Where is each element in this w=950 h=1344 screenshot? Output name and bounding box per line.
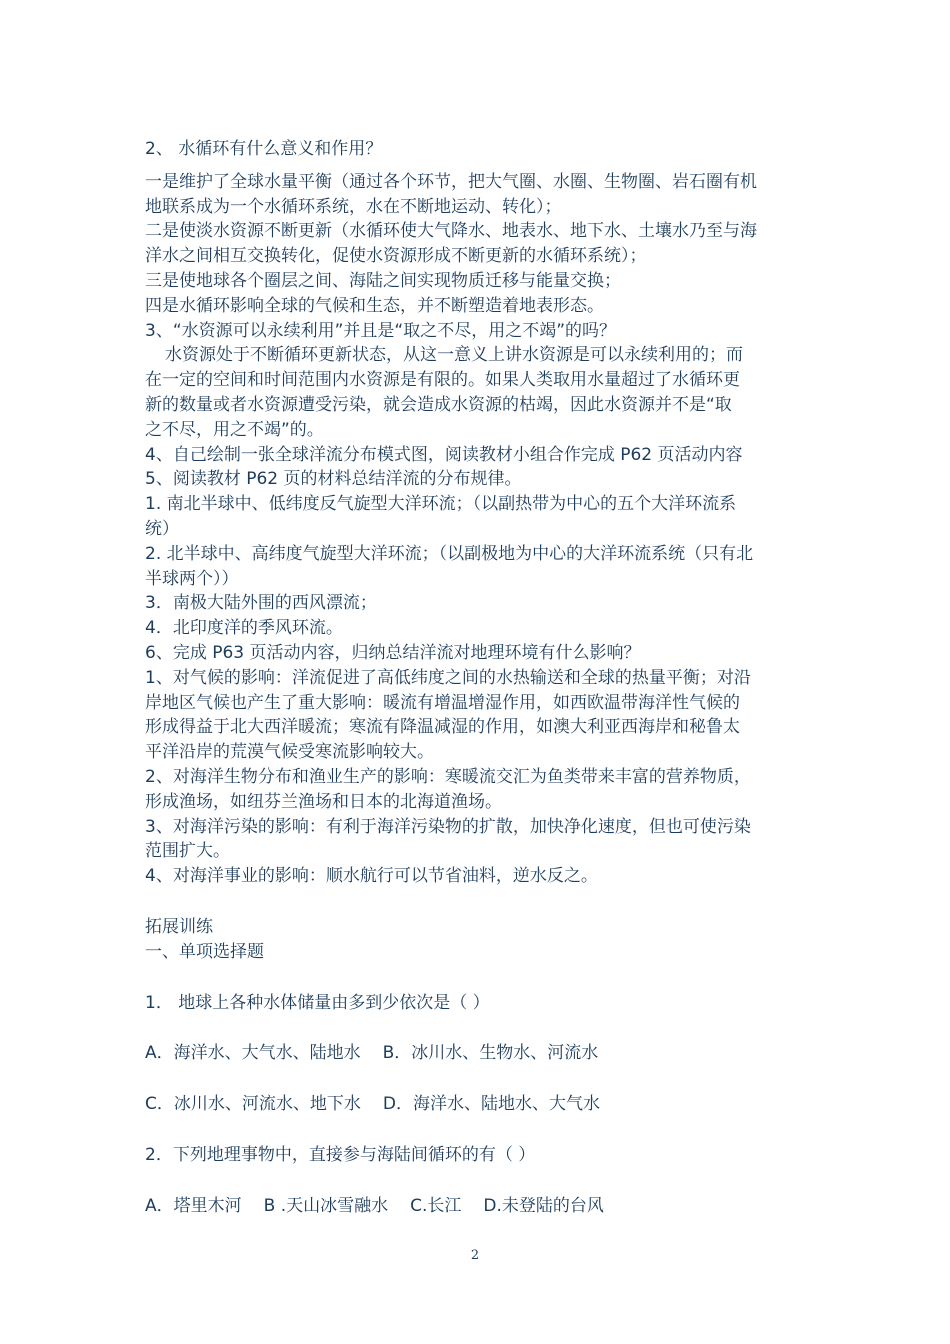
q6-line: 平洋沿岸的荒漠气候受寒流影响较大。 <box>145 742 434 763</box>
option-b: B .天山冰雪融水 <box>263 1195 389 1216</box>
q2-answer <box>145 170 810 319</box>
option-a: A．塔里木河 <box>145 1195 242 1216</box>
extension-heading: 拓展训练 <box>145 916 213 937</box>
q6-line: 4、对海洋事业的影响：顺水航行可以节省油料，逆水反之。 <box>145 866 598 887</box>
q6-line: 岸地区气候也产生了重大影响：暖流有增温增湿作用，如西欧温带海洋性气候的 <box>145 692 740 713</box>
q5-answer <box>145 492 810 641</box>
q3-line: 在一定的空间和时间范围内水资源是有限的。如果人类取用水量超过了水循环更 <box>145 370 740 391</box>
q6-line: 1、对气候的影响：洋流促进了高低纬度之间的水热输送和全球的热量平衡；对沿 <box>145 667 751 688</box>
q6-answer <box>145 666 810 889</box>
q4-title: 4、自己绘制一张全球洋流分布模式图，阅读教材小组合作完成 P62 页活动内容 <box>145 444 743 465</box>
extension-subheading: 一、单项选择题 <box>145 941 264 962</box>
q2-line: 二是使淡水资源不断更新（水循环使大气降水、地表水、地下水、土壤水乃至与海 <box>145 221 757 242</box>
q5-line: 1. 南北半球中、低纬度反气旋型大洋环流；（以副热带为中心的五个大洋环流系 <box>145 494 737 515</box>
question-1-options-row-2 <box>145 1092 810 1117</box>
q5-line: 半球两个）） <box>145 568 239 589</box>
q5-line: 2. 北半球中、高纬度气旋型大洋环流；（以副极地为中心的大洋环流系统（只有北 <box>145 543 754 564</box>
q3-title: 3、“水资源可以永续利用”并且是“取之不尽，用之不竭”的吗？ <box>145 320 617 341</box>
q3-line: 新的数量或者水资源遭受污染，就会造成水资源的枯竭，因此水资源并不是“取 <box>145 394 732 415</box>
option-b: B．冰川水、生物水、河流水 <box>382 1043 599 1064</box>
option-c: C．冰川水、河流水、地下水 <box>145 1094 361 1115</box>
q3-line: 之不尽，用之不竭”的。 <box>145 419 324 440</box>
question-1-options-row-1 <box>145 1041 810 1066</box>
q2-line: 一是维护了全球水量平衡（通过各个环节，把大气圈、水圈、生物圈、岩石圈有机 <box>145 171 757 192</box>
question-2-options <box>145 1194 810 1219</box>
q2-line: 洋水之间相互交换转化，促使水资源形成不断更新的水循环系统）； <box>145 246 647 267</box>
option-d: D．海洋水、陆地水、大气水 <box>382 1094 600 1115</box>
option-c: C.长江 <box>410 1195 462 1216</box>
q2-line: 三是使地球各个圈层之间、海陆之间实现物质迁移与能量交换； <box>145 270 621 291</box>
q5-line: 3．南极大陆外围的西风漂流； <box>145 593 377 614</box>
question-2-stem: 2．下列地理事物中，直接参与海陆间循环的有（ ） <box>145 1144 536 1165</box>
q5-title: 5、阅读教材 P62 页的材料总结洋流的分布规律。 <box>145 469 522 490</box>
q6-line: 形成渔场，如纽芬兰渔场和日本的北海道渔场。 <box>145 791 502 812</box>
option-a: A．海洋水、大气水、陆地水 <box>145 1043 361 1064</box>
q5-line: 统） <box>145 518 179 539</box>
q3-answer <box>145 343 810 442</box>
option-d: D.未登陆的台风 <box>483 1195 604 1216</box>
q6-line: 形成得益于北大西洋暖流；寒流有降温减湿的作用，如澳大利亚西海岸和秘鲁太 <box>145 717 740 738</box>
q2-title: 2、 水循环有什么意义和作用？ <box>145 139 383 159</box>
q2-line: 地联系成为一个水循环系统，水在不断地运动、转化）； <box>145 196 562 217</box>
q6-title: 6、完成 P63 页活动内容，归纳总结洋流对地理环境有什么影响？ <box>145 642 641 663</box>
page-content <box>145 137 810 1218</box>
q6-line: 2、对海洋生物分布和渔业生产的影响：寒暖流交汇为鱼类带来丰富的营养物质， <box>145 766 751 787</box>
q5-line: 4．北印度洋的季风环流。 <box>145 618 343 639</box>
page-number: 2 <box>470 1248 480 1263</box>
q3-line: 水资源处于不断循环更新状态，从这一意义上讲水资源是可以永续利用的；而 <box>165 345 743 366</box>
q6-line: 范围扩大。 <box>145 841 230 862</box>
q2-line: 四是水循环影响全球的气候和生态，并不断塑造着地表形态。 <box>145 295 604 316</box>
question-1-stem: 1． 地球上各种水体储量由多到少依次是（ ） <box>145 992 490 1013</box>
q6-line: 3、对海洋污染的影响：有利于海洋污染物的扩散，加快净化速度，但也可使污染 <box>145 816 751 837</box>
